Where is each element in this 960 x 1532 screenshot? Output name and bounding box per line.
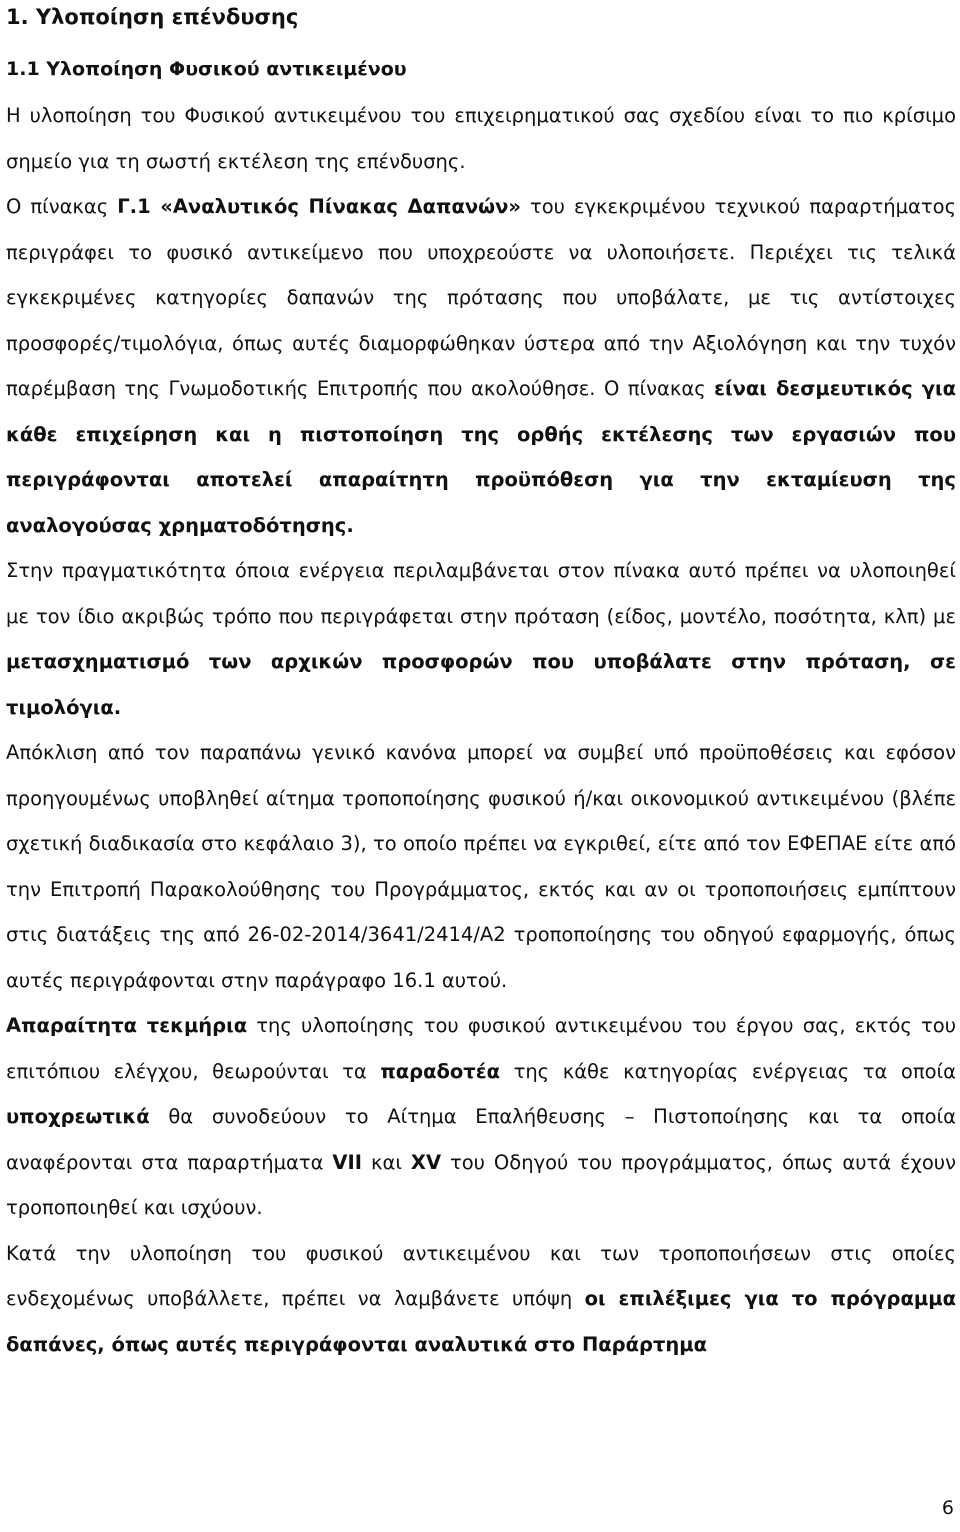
paragraph-evidence xyxy=(6,1003,956,1231)
paragraph-evidence-part1: της υλοποίησης του φυσικού αντικειμένου του έργου σας, εκτός του επιτόπιου ελέγχου, θεωρούνται τα xyxy=(6,1014,956,1083)
paragraph-implementation-body: Στην πραγματικότητα όποια ενέργεια περιλαμβάνεται στον πίνακα αυτό πρέπει να υλοποιηθεί με τον ίδιο ακριβώς τρόπο που περιγράφεται στην πρόταση (είδος, μοντέλο, ποσότητα, κλπ) με xyxy=(6,559,956,628)
cost-table-reference: Γ.1 «Αναλυτικός Πίνακας Δαπανών» xyxy=(117,195,521,218)
paragraph-cost-table-lead: Ο πίνακας xyxy=(6,195,109,218)
binding-statement: είναι δεσμευτικός για κάθε επιχείρηση και η πιστοποίηση της ορθής εκτέλεσης των εργασιών που περιγράφονται αποτελεί απαραίτητη προϋπόθεση για την εκταμίευση της αναλογούσας χρηματοδότησης. xyxy=(6,377,956,537)
subsection-heading: 1.1 Υλοποίηση Φυσικού αντικειμένου xyxy=(6,58,407,80)
annex-xv-reference: XV xyxy=(410,1150,442,1174)
paragraph-evidence-part3: θα συνοδεύουν το Αίτημα Επαλήθευσης – Πιστοποίησης και τα οποία αναφέρονται στα παραρτήματα xyxy=(6,1105,956,1174)
paragraph-evidence-part2: της κάθε κατηγορίας ενέργειας τα οποία xyxy=(513,1059,956,1083)
paragraph-intro: Η υλοποίηση του Φυσικού αντικειμένου του επιχειρηματικού σας σχεδίου είναι το πιο κρίσιμο σημείο για τη σωστή εκτέλεση της επένδυσης. xyxy=(6,104,956,173)
paragraph-evidence-part5: του Οδηγού του προγράμματος, όπως αυτά έχουν τροποποιηθεί και ισχύουν. xyxy=(6,1150,956,1219)
document-page xyxy=(6,0,956,1367)
section-heading: 1. Υλοποίηση επένδυσης xyxy=(6,5,299,29)
evidence-term: Απαραίτητα τεκμήρια xyxy=(6,1014,248,1037)
eligible-expenses-statement: οι επιλέξιμες για το πρόγραμμα δαπάνες, όπως αυτές περιγράφονται αναλυτικά στο Παράρτημα xyxy=(6,1287,957,1356)
paragraph-cost-table-body: του εγκεκριμένου τεχνικού παραρτήματος περιγράφει το φυσικό αντικείμενο που υποχρεούστε να υλοποιήσετε. Περιέχει τις τελικά εγκεκριμένες κατηγορίες δαπανών της πρότασης που υποβάλατε, με τις αντίστοιχες προσφορές/τιμολόγια, όπως αυτές διαμορφώθηκαν ύστερα από την Αξιολόγηση και την τυχόν παρέμβαση της Γνωμοδοτικής Επιτροπής που ακολούθησε. Ο πίνακας xyxy=(6,195,957,400)
paragraph-evidence-part4: και xyxy=(370,1150,402,1174)
paragraph-eligible-expenses-body: Κατά την υλοποίηση του φυσικού αντικειμένου και των τροποποιήσεων στις οποίες ενδεχομένως υποβάλλετε, πρέπει να λαμβάνετε υπόψη xyxy=(6,1241,956,1310)
annex-vii-reference: VII xyxy=(332,1150,363,1174)
transformation-statement: μετασχηματισμό των αρχικών προσφορών που υποβάλατε στην πρόταση, σε τιμολόγια. xyxy=(6,650,956,719)
mandatory-term: υποχρεωτικά xyxy=(6,1105,150,1128)
page-number: 6 xyxy=(941,1497,954,1519)
paragraph-implementation xyxy=(6,548,956,730)
paragraph-eligible-expenses xyxy=(6,1231,956,1368)
deliverables-term: παραδοτέα xyxy=(380,1059,500,1083)
paragraph-deviation: Απόκλιση από τον παραπάνω γενικό κανόνα μπορεί να συμβεί υπό προϋποθέσεις και εφόσον προηγουμένως υποβληθεί αίτημα τροποποίησης φυσικού ή/και οικονομικού αντικειμένου (βλέπε σχετική διαδικασία στο κεφάλαιο 3), το οποίο πρέπει να εγκριθεί, είτε από τον ΕΦΕΠΑΕ είτε από την Επιτροπή Παρακολούθησης του Προγράμματος, εκτός και αν οι τροποποιήσεις εμπίπτουν στις διατάξεις της από 26-02-2014/3641/2414/Α2 τροποποίησης του οδηγού εφαρμογής, όπως αυτές περιγράφονται στην παράγραφο 16.1 αυτού. xyxy=(6,741,956,992)
paragraph-cost-table xyxy=(6,184,956,548)
